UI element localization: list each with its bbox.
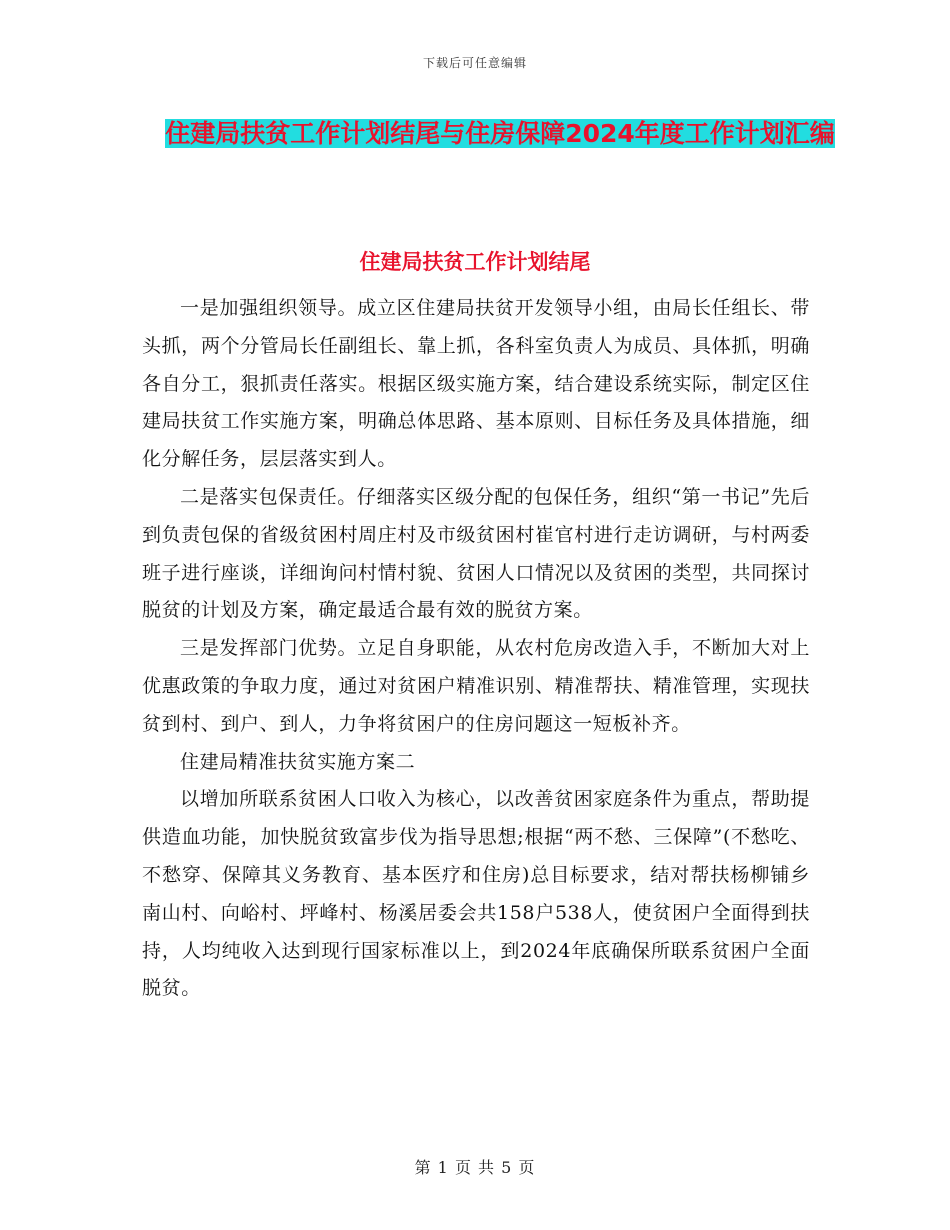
document-title-text: 住建局扶贫工作计划结尾与住房保障2024年度工作计划汇编 <box>165 119 835 148</box>
document-title <box>140 110 860 157</box>
paragraph-advantages: 三是发挥部门优势。立足自身职能，从农村危房改造入手，不断加大对上优惠政策的争取力度，通过对贫困户精准识别、精准帮扶、精准管理，实现扶贫到村、到户、到人，力争将贫困户的住房问题这一短板补齐。 <box>142 637 810 735</box>
page-footer: 第 1 页 共 5 页 <box>414 1158 536 1177</box>
section-heading: 住建局扶贫工作计划结尾 <box>359 250 591 274</box>
paragraph-responsibility: 二是落实包保责任。仔细落实区级分配的包保任务，组织“第一书记”先后到负责包保的省级贫困村周庄村及市级贫困村崔官村进行走访调研，与村两委班子进行座谈，详细询问村情村貌、贫困人口情况以及贫困的类型，共同探讨脱贫的计划及方案，确定最适合最有效的脱贫方案。 <box>142 485 810 622</box>
document-body <box>142 290 810 1008</box>
paragraph-plan-two-title: 住建局精准扶贫实施方案二 <box>180 750 416 773</box>
paragraph-organization: 一是加强组织领导。成立区住建局扶贫开发领导小组，由局长任组长、带头抓，两个分管局长任副组长、靠上抓，各科室负责人为成员、具体抓，明确各自分工，狠抓责任落实。根据区级实施方案，结合建设系统实际，制定区住建局扶贫工作实施方案，明确总体思路、基本原则、目标任务及具体措施，细化分解任务，层层落实到人。 <box>142 297 810 471</box>
paragraph-plan-two-body: 以增加所联系贫困人口收入为核心，以改善贫困家庭条件为重点，帮助提供造血功能，加快脱贫致富步伐为指导思想;根据“两不愁、三保障”(不愁吃、不愁穿、保障其义务教育、基本医疗和住房)总目标要求，结对帮扶杨柳铺乡南山村、向峪村、坪峰村、杨溪居委会共158户538人，使贫困户全面得到扶持，人均纯收入达到现行国家标准以上，到2024年底确保所联系贫困户全面脱贫。 <box>142 788 810 1000</box>
header-note: 下载后可任意编辑 <box>422 56 527 70</box>
